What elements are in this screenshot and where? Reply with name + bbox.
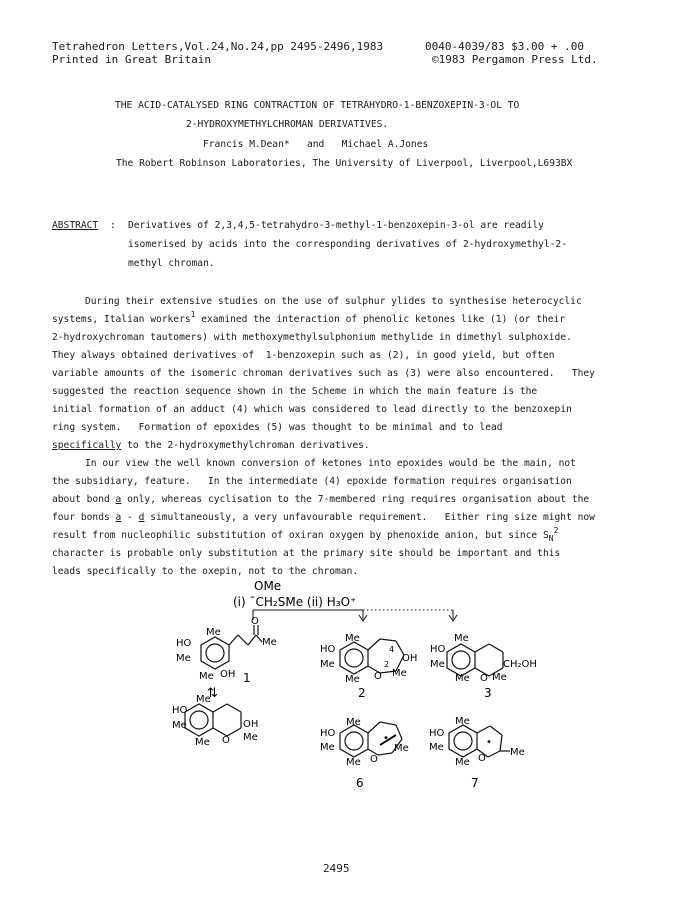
c7-cation-dot: • <box>486 737 492 748</box>
printed-in: Printed in Great Britain <box>52 53 211 66</box>
compound-ref-4: (4) <box>231 404 249 415</box>
article-title-line1: THE ACID-CATALYSED RING CONTRACTION OF TETRAHYDRO-1-BENZOXEPIN-3-OL TO <box>115 100 520 111</box>
abstract-label: ABSTRACT <box>52 220 99 231</box>
c3-me: Me <box>492 672 507 683</box>
abstract-line3: methyl chroman. <box>128 258 215 269</box>
copyright: ©1983 Pergamon Press Ltd. <box>432 53 598 66</box>
para2-line2: the subsidiary, feature. In the intermediate (4) epoxide formation requires organisation <box>52 476 572 487</box>
reaction-arrows <box>253 610 457 621</box>
c2-ho: HO <box>320 644 336 655</box>
c2-o: O <box>374 671 382 682</box>
c1-carbonyl-o: O <box>251 616 259 627</box>
reagent-ome: OMe <box>254 579 282 593</box>
para2-line4: four bonds a - d simultaneously, a very unfavourable requirement. Either ring size might now <box>52 512 595 523</box>
c3-me-bottom: Me <box>455 673 470 684</box>
c2-me: Me <box>392 668 407 679</box>
c3-ch2oh: CH₂OH <box>503 659 537 670</box>
price-code: 0040-4039/83 $3.00 + .00 <box>425 40 584 53</box>
c2-position-2: 2 <box>384 660 390 669</box>
c7-me: Me <box>510 747 525 758</box>
c7-me-top: Me <box>455 716 470 727</box>
equilibrium-arrows: ⇅ <box>207 686 218 701</box>
abstract-colon: : <box>110 220 116 231</box>
compound-ref-5: (5) <box>265 422 284 433</box>
abstract-line1: Derivatives of 2,3,4,5-tetrahydro-3-methyl-1-benzoxepin-3-ol are readily <box>128 220 544 231</box>
c1-me-top: Me <box>206 627 221 638</box>
c1-me-ketone: Me <box>262 637 277 648</box>
para2-line3: about bond a only, whereas cyclisation to the 7-membered ring requires organisation about the <box>52 494 590 505</box>
affiliation: The Robert Robinson Laboratories, The University of Liverpool, Liverpool,L693BX <box>116 158 573 169</box>
c1b-me-top: Me <box>196 694 211 705</box>
para1-line9: specifically to the 2-hydroxymethylchroman derivatives. <box>52 440 370 451</box>
footnote-ref: 1 <box>190 310 196 319</box>
para1-line8: ring system. Formation of epoxides (5) was thought to be minimal and to lead <box>52 422 503 433</box>
compound-number-7: 7 <box>471 776 479 790</box>
compound-number-6: 6 <box>356 776 364 790</box>
c7-me-bottom: Me <box>455 757 470 768</box>
c6-ho: HO <box>320 728 336 739</box>
c1-me-left: Me <box>176 653 191 664</box>
reaction-scheme <box>0 575 683 875</box>
abstract-line2: isomerised by acids into the corresponding derivatives of 2-hydroxymethyl-2- <box>128 239 567 250</box>
c3-ho: HO <box>430 644 446 655</box>
para2-line7: leads specifically to the oxepin, not to the chroman. <box>52 566 359 577</box>
journal-citation: Tetrahedron Letters,Vol.24,No.24,pp 2495-2496,1983 <box>52 40 384 53</box>
c1b-me-bottom: Me <box>195 737 210 748</box>
c2-me-left: Me <box>320 659 335 670</box>
c6-me-bottom: Me <box>346 757 361 768</box>
c6-me-top: Me <box>346 717 361 728</box>
compound-ref-4b: (4) <box>323 476 341 487</box>
para1-line5: variable amounts of the isomeric chroman derivatives such as (3) were also encountered. They <box>52 368 595 379</box>
c2-me-bottom: Me <box>345 674 360 685</box>
compound-number-3: 3 <box>484 686 492 700</box>
c1b-me-left: Me <box>172 720 187 731</box>
chroman-tautomer-structure <box>185 704 241 736</box>
c1b-me: Me <box>243 732 258 743</box>
c7-o: O <box>478 753 486 764</box>
compound-number-2: 2 <box>358 686 366 700</box>
c2-me-top: Me <box>345 633 360 644</box>
c2-position-4: 4 <box>389 645 395 654</box>
para2-line6: character is probable only substitution at the primary site should be important and this <box>52 548 561 559</box>
compound-ref-1: (1) <box>490 314 508 325</box>
para1-line1: During their extensive studies on the use of sulphur ylides to synthesise heterocyclic <box>85 296 582 307</box>
c3-me-top: Me <box>454 633 469 644</box>
page-number: 2495 <box>323 862 350 875</box>
para2-line1: In our view the well known conversion of ketones into epoxides would be the main, not <box>85 458 576 469</box>
c1-oh: OH <box>220 669 236 680</box>
c7-ho: HO <box>429 728 445 739</box>
article-title-line2: 2-HYDROXYMETHYLCHROMAN DERIVATIVES. <box>186 119 389 130</box>
c3-o: O <box>480 673 488 684</box>
c1-me-bottom: Me <box>199 671 214 682</box>
c1b-oh: OH <box>243 719 259 730</box>
para2-line5: result from nucleophilic substitution of oxiran oxygen by phenoxide anion, but since $S_N^2$ <box>52 526 559 543</box>
para1-line2: systems, Italian workers$^1$ examined the interaction of phenolic ketones like (1) (or their <box>52 310 566 325</box>
c6-o: O <box>370 754 378 765</box>
c6-cation-dot: • <box>383 733 389 744</box>
authors: Francis M.Dean* and Michael A.Jones <box>203 139 429 150</box>
c7-me-left: Me <box>429 742 444 753</box>
compound-ref-2: (2) <box>387 350 405 361</box>
c3-me-left: Me <box>430 659 445 670</box>
reagent-conditions: (i) ¯CH₂SMe (ii) H₃O⁺ <box>233 595 357 609</box>
c1b-o: O <box>222 735 230 746</box>
c1-ho: HO <box>176 638 192 649</box>
para1-line6: suggested the reaction sequence shown in the Scheme in which the main feature is the <box>52 386 538 397</box>
c1b-ho: HO <box>172 705 188 716</box>
c2-oh: OH <box>402 653 418 664</box>
para1-line7: initial formation of an adduct (4) which was considered to lead directly to the benzoxepin <box>52 404 572 415</box>
para1-line4: They always obtained derivatives of 1-benzoxepin such as (2), in good yield, but often <box>52 350 555 361</box>
c6-me: Me <box>394 743 409 754</box>
c6-me-left: Me <box>320 742 335 753</box>
compound-ref-3: (3) <box>404 368 422 379</box>
compound-number-1: 1 <box>243 671 251 685</box>
para1-line3: 2-hydroxychroman tautomers) with methoxymethylsulphonium methylide in dimethyl sulphoxide. <box>52 332 572 343</box>
